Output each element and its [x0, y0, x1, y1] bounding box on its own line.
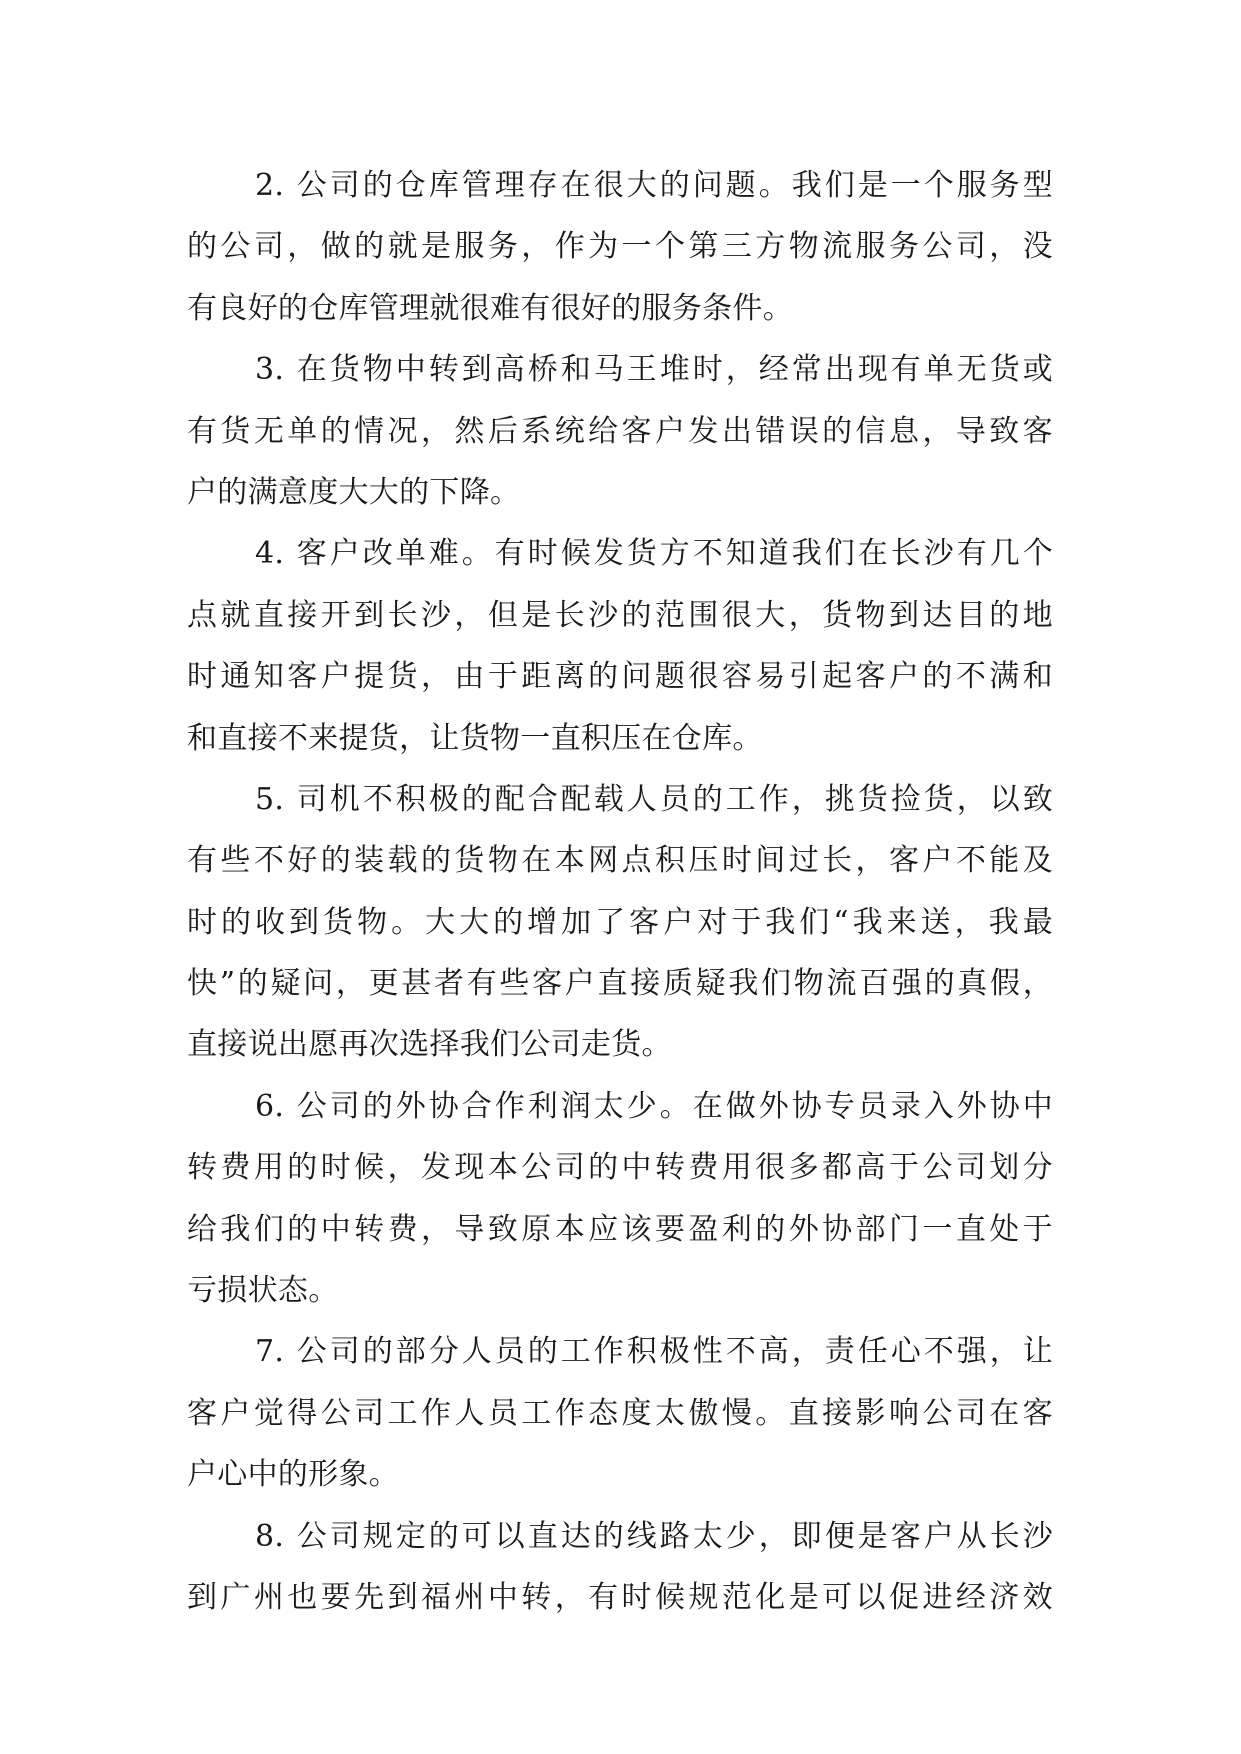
- paragraph-line: 给我们的中转费，导致原本应该要盈利的外协部门一直处于: [187, 1211, 1053, 1247]
- paragraph-line: 3. 在货物中转到高桥和马王堆时，经常出现有单无货或: [255, 352, 1053, 388]
- paragraph-line: 亏损状态。: [187, 1273, 339, 1309]
- paragraph-line: 6. 公司的外协合作利润太少。在做外协专员录入外协中: [255, 1088, 1053, 1124]
- paragraph-2: [187, 155, 1053, 339]
- paragraph-line: 时通知客户提货，由于距离的问题很容易引起客户的不满和: [187, 659, 1053, 695]
- paragraph-line: 7. 公司的部分人员的工作积极性不高，责任心不强，让: [255, 1334, 1053, 1370]
- paragraph-line: 户心中的形象。: [187, 1457, 400, 1493]
- paragraph-line: 5. 司机不积极的配合配载人员的工作，挑货捡货，以致: [255, 781, 1053, 817]
- paragraph-3: [187, 339, 1053, 523]
- paragraph-line: 时的收到货物。大大的增加了客户对于我们“我来送，我最: [187, 904, 1053, 940]
- paragraph-line: 直接说出愿再次选择我们公司走货。: [187, 1027, 672, 1063]
- paragraph-6: [187, 1076, 1053, 1322]
- paragraph-line: 有些不好的装载的货物在本网点积压时间过长，客户不能及: [187, 843, 1053, 879]
- paragraph-line: 户的满意度大大的下降。: [187, 474, 521, 510]
- paragraph-4: [187, 523, 1053, 769]
- paragraph-line: 转费用的时候，发现本公司的中转费用很多都高于公司划分: [187, 1150, 1053, 1186]
- paragraph-line: 快”的疑问，更甚者有些客户直接质疑我们物流百强的真假，: [187, 966, 1053, 1002]
- paragraph-line: 到广州也要先到福州中转，有时候规范化是可以促进经济效: [187, 1579, 1053, 1615]
- paragraph-line: 2. 公司的仓库管理存在很大的问题。我们是一个服务型: [255, 168, 1053, 203]
- paragraph-line: 的公司，做的就是服务，作为一个第三方物流服务公司，没: [187, 229, 1053, 265]
- paragraph-line: 和直接不来提货，让货物一直积压在仓库。: [187, 720, 763, 756]
- document-body: [187, 155, 1053, 1628]
- paragraph-line: 有良好的仓库管理就很难有很好的服务条件。: [187, 290, 793, 326]
- paragraph-line: 4. 客户改单难。有时候发货方不知道我们在长沙有几个: [255, 536, 1053, 572]
- paragraph-5: [187, 769, 1053, 1076]
- paragraph-line: 有货无单的情况，然后系统给客户发出错误的信息，导致客: [187, 413, 1053, 449]
- paragraph-7: [187, 1321, 1053, 1505]
- paragraph-line: 客户觉得公司工作人员工作态度太傲慢。直接影响公司在客: [187, 1395, 1053, 1431]
- paragraph-line: 8. 公司规定的可以直达的线路太少，即便是客户从长沙: [255, 1518, 1053, 1554]
- paragraph-line: 点就直接开到长沙，但是长沙的范围很大，货物到达目的地: [187, 597, 1053, 633]
- paragraph-8: [187, 1506, 1053, 1629]
